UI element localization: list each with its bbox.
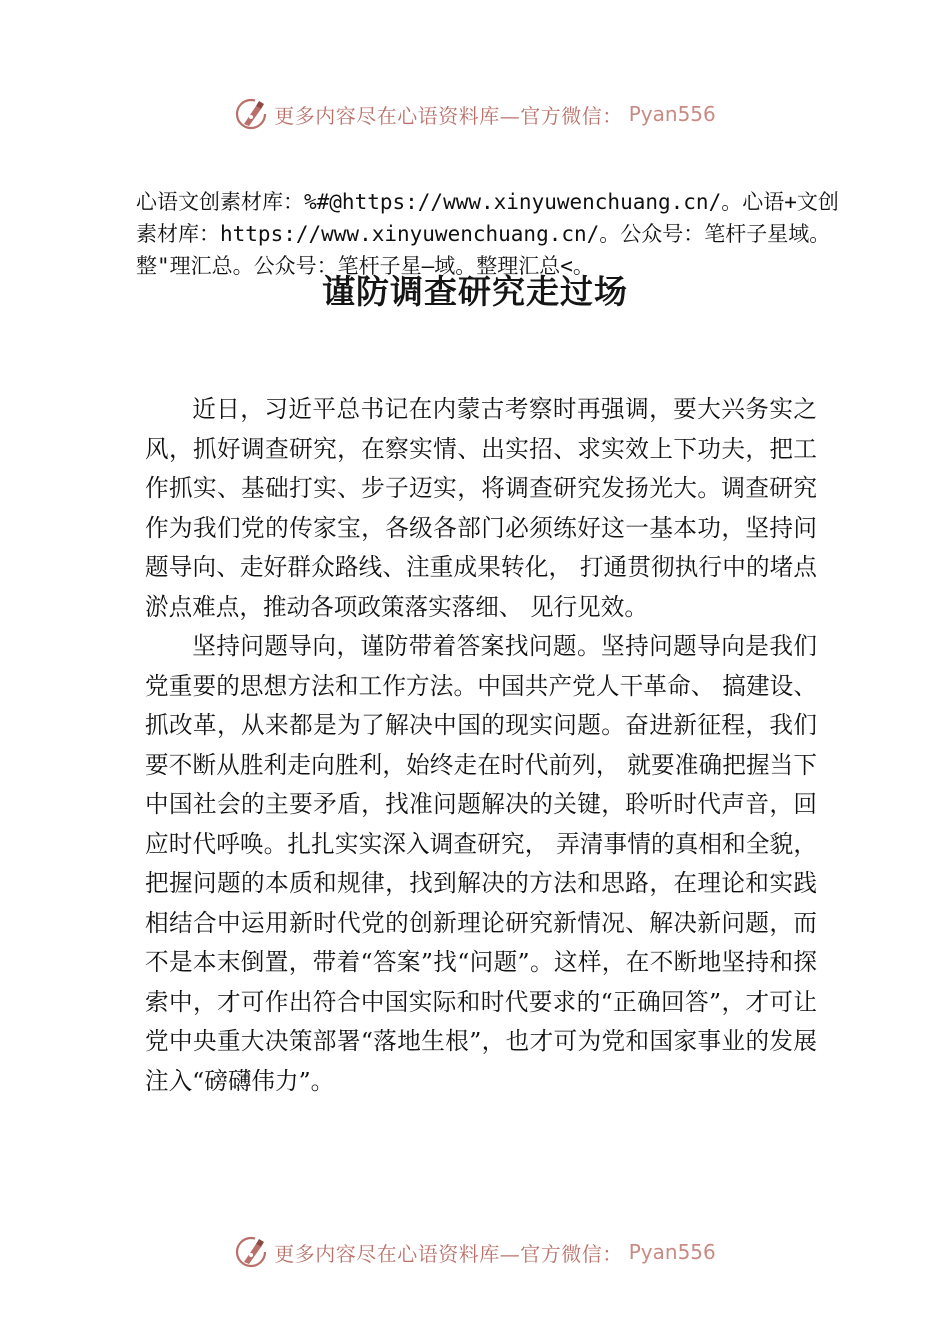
- banner-text: 更多内容尽在心语资料库—官方微信：: [274, 1241, 623, 1266]
- page-title: 谨防调查研究走过场: [322, 272, 628, 311]
- footer-banner: [0, 1232, 950, 1272]
- pen-nib-logo-icon: [234, 96, 270, 132]
- paragraph: 坚持问题导向，谨防带着答案找问题。坚持问题导向是我们党重要的思想方法和工作方法。中国共产党人干革命、 搞建设、抓改革，从来都是为了解决中国的现实问题。奋进新征程，我们要不断从胜利走向胜利，始终走在时代前列， 就要准确把握当下中国社会的主要矛盾，找准问题解决的关键，聆听时代声音，回应时代呼唤。扎扎实实深入调查研究， 弄清事情的真相和全貌，把握问题的本质和规律，找到解决的方法和思路，在理论和实践相结合中运用新时代党的创新理论研究新情况、解决新问题，而不是本末倒置，带着“答案”找“问题”。这样，在不断地坚持和探索中，才可作出符合中国实际和时代要求的“正确回答”，才可让党中央重大决策部署“落地生根”，也才可为党和国家事业的发展注入“磅礴伟力”。: [145, 632, 817, 1095]
- pen-nib-logo-icon: [234, 1234, 270, 1270]
- banner-wechat-id: Pyan556: [628, 102, 716, 126]
- watermark-text: 心语文创素材库：%#@https://www.xinyuwenchuang.cn/。心语+文创素材库：https://www.xinyuwenchuang.cn/。公众号：笔杆子星域。整"理汇总。公众号：笔杆子星—域。整理汇总<。: [136, 190, 839, 278]
- header-banner: [0, 94, 950, 134]
- article-body: [145, 390, 817, 1101]
- banner-wechat-id: Pyan556: [628, 1240, 716, 1264]
- banner-text: 更多内容尽在心语资料库—官方微信：: [274, 103, 623, 128]
- paragraph: 近日，习近平总书记在内蒙古考察时再强调，要大兴务实之风，抓好调查研究，在察实情、出实招、求实效上下功夫，把工作抓实、基础打实、步子迈实，将调查研究发扬光大。调查研究作为我们党的传家宝，各级各部门必须练好这一基本功，坚持问题导向、走好群众路线、注重成果转化， 打通贯彻执行中的堵点淤点难点，推动各项政策落实落细、 见行见效。: [145, 395, 817, 621]
